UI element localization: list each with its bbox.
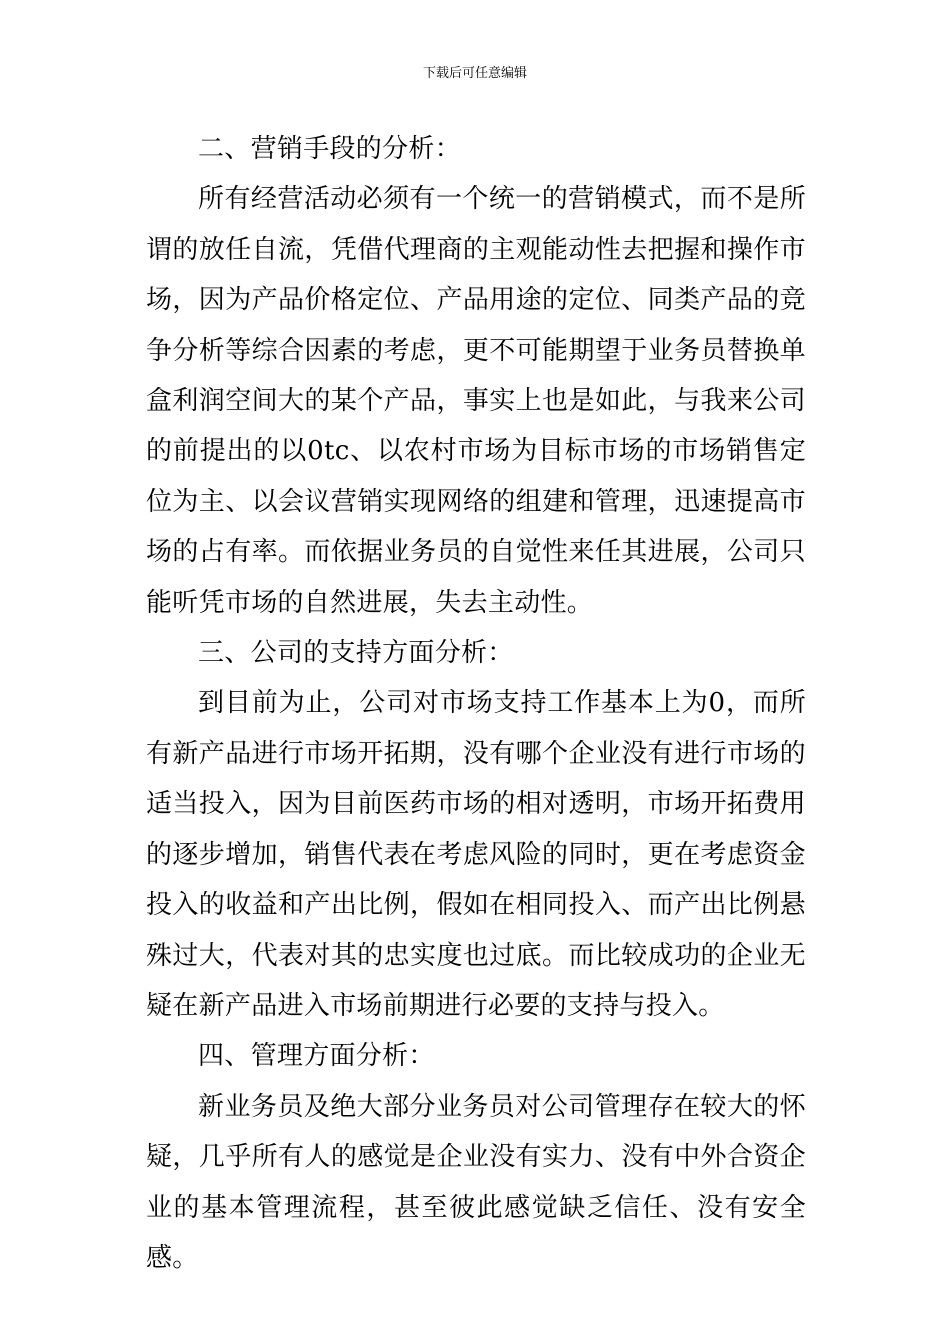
section-heading-company-support: 三、公司的支持方面分析： <box>198 638 514 669</box>
paragraph-company-support: 到目前为止，公司对市场支持工作基本上为0，而所有新产品进行市场开拓期，没有哪个企业没有进行市场的适当投入，因为目前医药市场的相对透明，市场开拓费用的逐步增加，销售代表在考虑风险的同时，更在考虑资金投入的收益和产出比例，假如在相同投入、而产出比例悬殊过大，代表对其的忠实度也过底。而比较成功的企业无疑在新产品进入市场前期进行必要的支持与投入。 <box>146 688 806 1021</box>
document-body <box>146 124 806 1283</box>
paragraph-management: 新业务员及绝大部分业务员对公司管理存在较大的怀疑，几乎所有人的感觉是企业没有实力、没有中外合资企业的基本管理流程，甚至彼此感觉缺乏信任、没有安全感。 <box>146 1091 806 1273</box>
page-header: 下载后可任意编辑 <box>422 66 527 81</box>
paragraph-marketing: 所有经营活动必须有一个统一的营销模式，而不是所谓的放任自流，凭借代理商的主观能动性去把握和操作市场，因为产品价格定位、产品用途的定位、同类产品的竞争分析等综合因素的考虑，更不可能期望于业务员替换单盒利润空间大的某个产品，事实上也是如此，与我来公司的前提出的以0tc、以农村市场为目标市场的市场销售定位为主、以会议营销实现网络的组建和管理，迅速提高市场的占有率。而依据业务员的自觉性来任其进展，公司只能听凭市场的自然进展，失去主动性。 <box>146 184 806 618</box>
section-heading-management: 四、管理方面分析： <box>198 1041 435 1072</box>
section-heading-marketing: 二、营销手段的分析： <box>198 134 462 164</box>
